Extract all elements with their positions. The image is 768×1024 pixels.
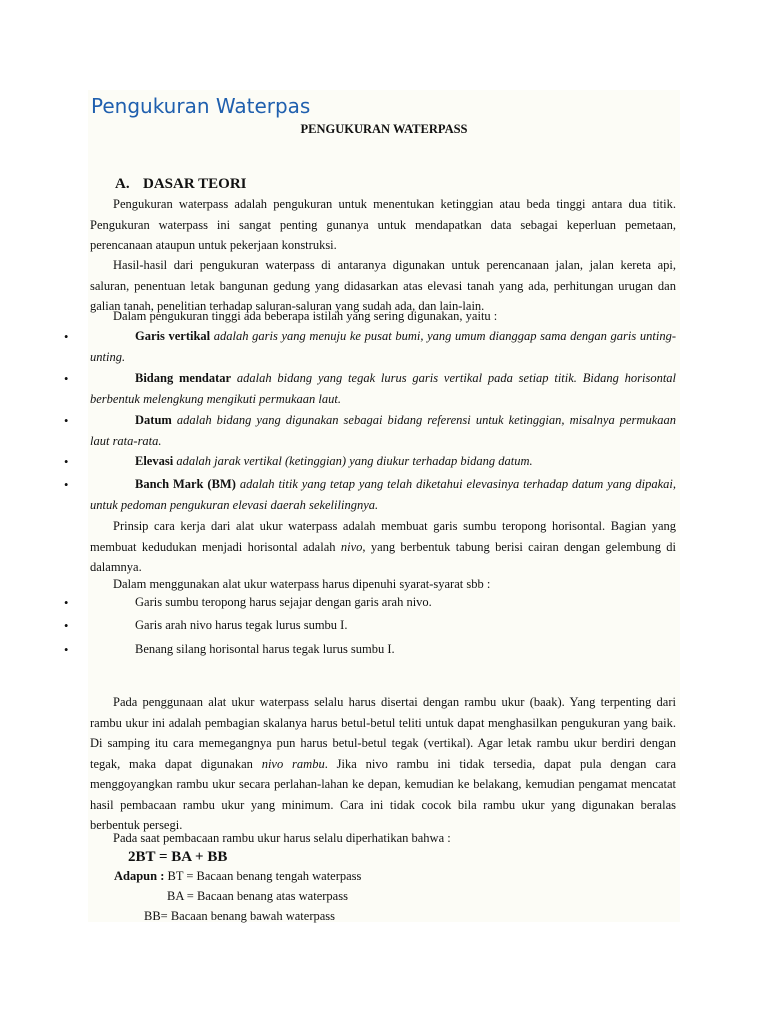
nivo-rambu-term: nivo rambu [261,756,325,771]
list-item [90,326,676,367]
rambu-text-end: . Jika nivo rambu ini tidak tersedia, dapat pula dengan cara menggoyangkan rambu ukur secara perlahan-lahan ke depan, kemudian ke belakang, kemudian pengamat mencatat hasil pembacaan rambu ukur yang minimum. Cara ini tidak cocok bila rambu ukur yang digunakan beralas berbentuk persegi. [90,756,677,832]
formula: 2BT = BA + BB [128,849,228,865]
paragraph-uses: Hasil-hasil dari pengukuran waterpass di antaranya digunakan untuk perencanaan jalan, jalan kereta api, saluran, penentuan letak bangunan gedung yang didasarkan atas elevasi tanah yang ada, perhitungan urugan dan galian tanah, penelitian terhadap saluran-saluran yang sudah ada, dan lain-lain. [90,258,676,313]
section-heading [115,174,247,194]
term-description: adalah titik yang tetap yang telah diketahui elevasinya terhadap datum yang dipakai, untuk pedoman pengukuran elevasi daerah sekelilingnya. [90,477,676,512]
principle-text: Prinsip cara kerja dari alat ukur waterpass adalah membuat garis sumbu teropong horisontal. Bagian yang membuat kedudukan menjadi horisontal adalah [90,519,676,554]
legend-label: Adapun : [114,869,165,883]
list-item [90,451,676,472]
paragraph-reading-intro: Pada saat pembacaan rambu ukur harus selalu diperhatikan bahwa : [113,831,451,845]
list-item [90,368,676,409]
paragraph-principle [90,516,676,578]
term-label: Bidang mendatar [135,371,232,385]
legend-line-bt [114,866,361,886]
section-letter: A. [115,176,130,192]
list-item [90,592,676,613]
term-label: Garis vertikal [135,329,211,343]
legend-bt: BT = Bacaan benang tengah waterpass [167,869,362,883]
list-item [90,410,676,451]
nivo-term: nivo [340,539,363,554]
bullet-icon: • [64,414,69,428]
principle-text-end: , yang berbentuk tabung berisi cairan dengan gelembung di dalamnya. [90,539,677,574]
bullet-icon: • [64,372,69,386]
bullet-icon: • [64,596,69,610]
section-title: DASAR TEORI [143,176,247,192]
requirement-text: Garis arah nivo harus tegak lurus sumbu I. [135,618,348,632]
list-item [90,615,676,636]
legend-bb: BB= Bacaan benang bawah waterpass [144,909,336,923]
paragraph-intro: Pengukuran waterpass adalah pengukuran untuk menentukan ketinggian atau beda tinggi antara dua titik. Pengukuran waterpass ini sangat penting gunanya untuk mendapatkan data sebagai keperluan pemetaan, perencanaan ataupun untuk pekerjaan konstruksi. [90,197,676,252]
term-label: Elevasi [135,454,174,468]
requirement-text: Benang silang horisontal harus tegak lurus sumbu I. [135,642,395,656]
bullet-icon: • [64,330,69,344]
bullet-icon: • [64,478,69,492]
page-title: Pengukuran Waterpas [91,94,311,118]
bullet-icon: • [64,643,69,657]
rambu-text: Pada penggunaan alat ukur waterpass selalu harus disertai dengan rambu ukur (baak). Yang terpenting dari rambu ukur ini adalah pembagian skalanya harus betul-betul teliti untuk dapat menghasilkan pengukuran yang baik. Di samping itu cara memegangnya pun harus betul-betul tegak (vertikal). Agar letak rambu ukur berdiri dengan tegak, maka dapat digunakan [90,695,676,771]
document-heading: PENGUKURAN WATERPASS [300,122,468,136]
list-item [90,639,676,660]
term-description: adalah bidang yang digunakan sebagai bidang referensi untuk ketinggian, misalnya permukaan laut rata-rata. [90,413,676,448]
term-label: Banch Mark (BM) [135,477,236,491]
requirement-text: Garis sumbu teropong harus sejajar dengan garis arah nivo. [135,595,432,609]
paragraph-rambu [90,692,676,836]
term-description: adalah garis yang menuju ke pusat bumi, yang umum dianggap sama dengan garis unting-unting. [90,329,677,364]
bullet-icon: • [64,455,69,469]
paragraph-terms-intro: Dalam pengukuran tinggi ada beberapa istilah yang sering digunakan, yaitu : [113,309,498,323]
list-item [90,474,676,515]
legend-ba: BA = Bacaan benang atas waterpass [167,889,348,903]
term-description: adalah jarak vertikal (ketinggian) yang diukur terhadap bidang datum. [176,454,533,468]
term-description: adalah bidang yang tegak lurus garis vertikal pada setiap titik. Bidang horisontal berbentuk melengkung mengikuti permukaan laut. [90,371,677,406]
paragraph-requirements-intro: Dalam menggunakan alat ukur waterpass harus dipenuhi syarat-syarat sbb : [113,577,491,591]
bullet-icon: • [64,619,69,633]
term-label: Datum [135,413,172,427]
